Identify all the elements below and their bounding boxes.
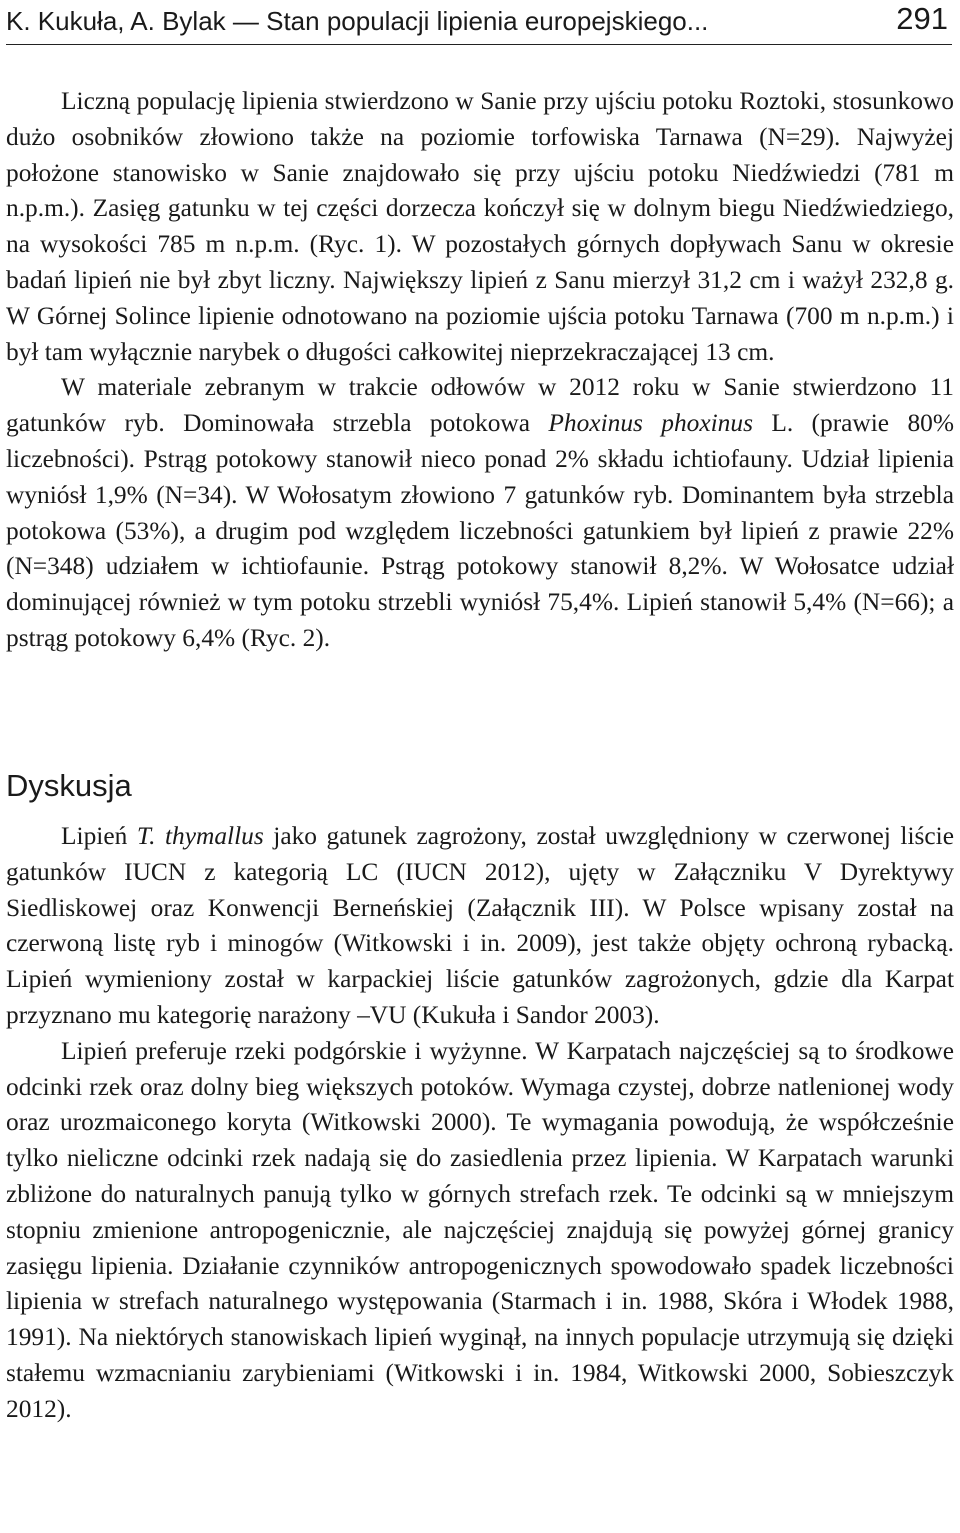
discussion-paragraph-1-text-end: jako gatunek zagrożony, został uwzględniony w czerwonej liście gatunków IUCN z kategorią LC (IUCN 2012), ujęty w Załączniku V Dyrektywy Siedliskowej oraz Konwencji Berneńskiej (Załącznik III). W Polsce wpisany został na czerwoną listę ryb i minogów (Witkowski i in. 2009), jest także objęty ochroną rybacką. Lipień wymieniony został w karpackiej liście gatunków zagrożonych, gdzie dla Karpat przyznano mu kategorię narażony –VU (Kukuła i Sandor 2003). bbox=[6, 822, 954, 1029]
discussion-paragraph-2: Lipień preferuje rzeki podgórskie i wyżynne. W Karpatach najczęściej są to środkowe odcinki rzek oraz dolny bieg większych potoków. Wymaga czystej, dobrze natlenionej wody oraz urozmaiconego koryta (Witkowski 2000). Te wymagania powodują, że współcześnie tylko nieliczne odcinki rzek nadają się do zasiedlenia przez lipienia. W Karpatach warunki zbliżone do naturalnych panują tylko w górnych strefach rzek. Te odcinki są w mniejszym stopniu zmienione antropogenicznie, ale najczęściej znajdują się powyżej górnej granicy zasięgu lipienia. Działanie czynników antropogenicznych spowodowało spadek liczebności lipienia w strefach naturalnego występowania (Starmach i in. 1988, Skóra i Włodek 1988, 1991). Na niektórych stanowiskach lipień wyginął, na innych populacje utrzymują się dzięki stałemu wzmacnianiu zarybieniami (Witkowski i in. 1984, Witkowski 2000, Sobieszczyk 2012). bbox=[6, 1036, 954, 1423]
page-number: 291 bbox=[896, 1, 948, 36]
section-heading-discussion: Dyskusja bbox=[6, 768, 132, 803]
running-title: K. Kukuła, A. Bylak — Stan populacji lipienia europejskiego... bbox=[6, 6, 709, 36]
discussion-paragraph-1 bbox=[6, 819, 954, 1034]
results-paragraph-2 bbox=[6, 370, 954, 656]
results-paragraph-2-text-start: W materiale zebranym w trakcie odłowów w 2012 roku w Sanie stwierdzono 11 gatunków ryb. Dominowała strzebla potokowa bbox=[6, 373, 954, 438]
discussion-section bbox=[6, 819, 954, 1428]
taxon-name: Phoxinus phoxinus bbox=[548, 409, 753, 438]
results-section bbox=[6, 84, 954, 657]
discussion-paragraph-1-text-start: Lipień bbox=[61, 822, 137, 850]
page-header bbox=[6, 0, 952, 45]
results-paragraph-1: Liczną populację lipienia stwierdzono w Sanie przy ujściu potoku Roztoki, stosunkowo dużo osobników złowiono także na poziomie torfowiska Tarnawa (N=29). Najwyżej położone stanowisko w Sanie znajdowało się przy ujściu potoku Niedźwiedzi (781 m n.p.m.). Zasięg gatunku w tej części dorzecza kończył się w dolnym biegu Niedźwiedziego, na wysokości 785 m n.p.m. (Ryc. 1). W pozostałych górnych dopływach Sanu w okresie badań lipień nie był zbyt liczny. Największy lipień z Sanu mierzył 31,2 cm i ważył 232,8 g. W Górnej Solince lipienie odnotowano na poziomie ujścia potoku Tarnawa (700 m n.p.m.) i był tam wyłącznie narybek o długości całkowitej nieprzekraczającej 13 cm. bbox=[6, 87, 954, 366]
taxon-name: T. thymallus bbox=[136, 822, 264, 850]
results-paragraph-2-text-end: L. (prawie 80% liczebności). Pstrąg potokowy stanowił nieco ponad 2% składu ichtiofauny. Udział lipienia wyniósł 1,9% (N=34). W Wołosatym złowiono 7 gatunków ryb. Dominantem była strzebla potokowa (53%), a drugim pod względem liczebności gatunkiem był lipień z prawie 22% (N=348) udziałem w ichtiofaunie. Pstrąg potokowy stanowił 8,2%. W Wołosatce udział dominującej również w tym potoku strzebli wyniósł 75,4%. Lipień stanowił 5,4% (N=66); a pstrąg potokowy 6,4% (Ryc. 2). bbox=[6, 409, 954, 652]
